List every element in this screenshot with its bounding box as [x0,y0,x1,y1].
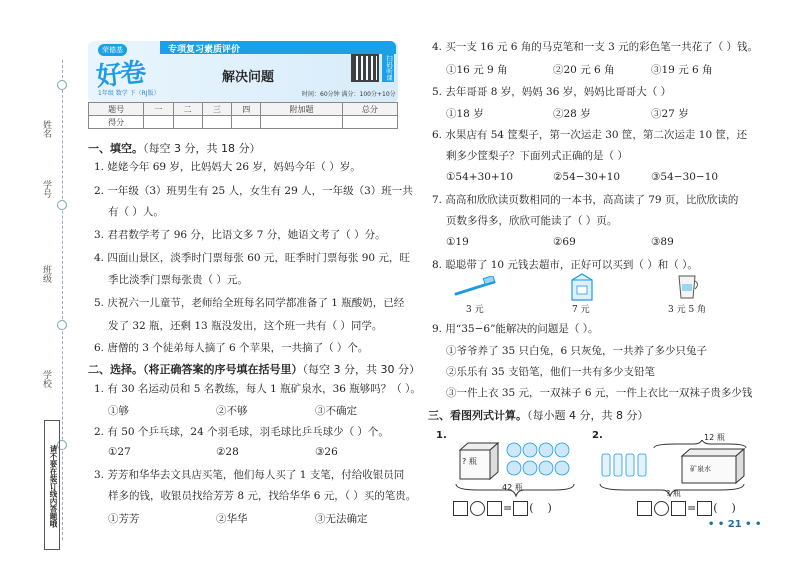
score-table [88,102,398,129]
fill-question-2-cont: 有（ ）人。 [108,206,164,218]
score-header-cell: 附加题 [261,103,342,116]
box-label: ? 瓶 [462,457,477,466]
fill-question-1: 1. 姥姥今年 69 岁，比妈妈大 26 岁，妈妈今年（ ）岁。 [94,161,361,173]
section-title: 三、看图列式计算。 [428,409,527,422]
section-note: （每空 3 分，共 18 分） [143,142,261,155]
choice-option[interactable]: ③不确定 [315,405,357,417]
subject-line: 1年级 数学 下（RJ版） [98,90,160,97]
score-header-cell: 二 [173,103,202,116]
fill-question-4-cont: 季比淡季门票每张贵（ ）元。 [108,274,248,286]
cup-icon [676,272,700,300]
choice-option[interactable]: ③无法确定 [315,513,368,525]
choice-option[interactable]: ②69 [553,236,576,248]
choice-option[interactable]: ③54−30−10 [651,171,719,183]
score-header-cell: 四 [232,103,261,116]
score-header-cell: 题号 [89,103,144,116]
score-header-cell: 三 [202,103,231,116]
fill-question-5: 5. 庆祝六一儿童节，老师给全班每名同学都准备了 1 瓶酸奶，已经 [94,297,405,309]
choice-option[interactable]: ②28 岁 [553,108,591,120]
score-cell[interactable] [261,116,342,129]
fill-question-3: 3. 君君数学考了 96 分，比语文多 7 分，她语文考了（ ）分。 [94,229,386,241]
score-cell[interactable] [232,116,261,129]
page-title: 解决问题 [222,70,275,85]
choice-question-4: 4. 买一支 16 元 6 角的马克笔和一支 3 元的彩色笔一共花了（ ）钱。 [432,41,758,53]
choice-question-9: 9. 用“35−6”能解决的问题是（ ）。 [432,323,599,335]
item-price: 3 元 5 角 [668,305,707,315]
choice-option[interactable]: ①爷爷养了 35 只白兔，6 只灰兔，一共养了多少只兔子 [446,345,708,357]
class-number-label: 学号 [41,180,51,198]
choice-option[interactable]: ①54+30+10 [446,171,514,183]
choice-option[interactable]: ③27 岁 [651,108,689,120]
choice-question-6: 6. 水果店有 54 筐梨子，第一次运走 30 筐，第二次运走 10 筐，还 [432,129,747,141]
choice-option[interactable]: ③89 [651,236,674,248]
time-info: 时间：60分钟 满分：100分+10分 [302,91,396,98]
score-table-header-row [89,103,398,116]
answer-box[interactable] [513,501,528,516]
score-cell[interactable] [144,116,173,129]
answer-box[interactable] [697,501,712,516]
choice-option[interactable]: ③一件上衣 35 元，一双袜子 6 元，一件上衣比一双袜子贵多少钱 [446,387,753,399]
fill-question-2: 2. 一年级（3）班男生有 25 人，女生有 29 人，一年级（3）班一共 [94,185,413,197]
equation-answer-1[interactable]: = ( ) [452,501,552,516]
logo: 好卷 [94,57,146,93]
score-table-row [89,116,398,129]
total-label: 42 瓶 [502,483,523,492]
section-fill-title [88,140,260,156]
choice-option[interactable]: ①芳芳 [108,513,140,525]
binding-hole [57,80,67,90]
section-choice-title [88,361,420,377]
school-label: 学校 [41,370,51,388]
score-cell[interactable] [202,116,231,129]
choice-option[interactable]: ②28 [216,446,239,458]
seal-notice: 请不要在装订线内答题哦 [44,420,60,550]
answer-box[interactable] [487,501,502,516]
answer-box[interactable] [453,501,468,516]
qr-label: 扫码听课 [382,54,394,82]
choice-question-1: 1. 有 30 名运动员和 5 名教练，每人 1 瓶矿泉水，36 瓶够吗？（ ）。 [94,383,421,395]
choice-option[interactable]: ②华华 [216,513,248,525]
picture-number: 2. [592,430,603,441]
brand-chip: 荣德基 [98,44,127,56]
choice-question-3-cont: 样多的钱，收银员找给芳芳 8 元，找给华华 6 元，（ ）买的笔贵。 [108,490,417,502]
choice-question-5: 5. 去年哥哥 8 岁，妈妈 36 岁，妈妈比哥哥大（ ） [432,86,672,98]
choice-option[interactable]: ①够 [108,405,129,417]
answer-box[interactable] [637,501,652,516]
choice-question-8: 8. 聪聪带了 10 元钱去超市，正好可以买到（ ）和（ ）。 [432,259,698,271]
choice-question-3: 3. 芳芳和华华去文具店买笔，他们每人买了 1 支笔，付给收银员同 [94,469,405,481]
section-picture-title [428,407,648,423]
binding-hole [57,320,67,330]
section-title: 二、选择。（将正确答案的序号填在括号里） [88,363,303,376]
score-header-cell: 一 [144,103,173,116]
choice-option[interactable]: ②不够 [216,405,248,417]
choice-question-7-cont: 页数多得多，欣欣可能读了（ ）页。 [446,215,618,227]
total-label: ? 瓶 [666,489,681,498]
fill-question-4: 4. 四面山景区，淡季时门票每张 60 元，旺季时门票每张 90 元，旺 [94,252,410,264]
choice-option[interactable]: ①19 [446,236,469,248]
operator-circle[interactable] [470,501,485,516]
choice-question-2: 2. 有 50 个乒乓球，24 个羽毛球，羽毛球比乒乓球少（ ）个。 [94,426,389,438]
answer-box[interactable] [671,501,686,516]
binding-hole [57,200,67,210]
qr-code-icon[interactable] [351,54,379,82]
choice-option[interactable]: ①16 元 9 角 [446,64,508,76]
box-label: 矿泉水 [690,465,711,473]
item-price: 3 元 [466,305,484,315]
binding-line [62,60,63,540]
choice-option[interactable]: ②20 元 6 角 [553,64,615,76]
choice-question-7: 7. 高高和欣欣读页数相同的一本书，高高读了 79 页，比欣欣读的 [432,194,739,206]
review-tag: 专项复习素质评价 [168,45,241,55]
section-note: （每空 3 分，共 30 分） [302,363,420,376]
score-row-label: 得分 [89,116,144,129]
grade-label: 班级 [41,265,51,283]
picture-number: 1. [436,430,447,441]
toothbrush-icon [450,276,500,298]
top-label: 12 瓶 [704,433,725,442]
choice-option[interactable]: ③19 元 6 角 [651,64,713,76]
fill-question-5-cont: 发了 32 瓶，还剩 13 瓶没发出，这个班一共有（ ）同学。 [108,320,383,332]
choice-option[interactable]: ②乐乐有 35 支铅笔，他们一共有多少支铅笔 [446,366,656,378]
score-cell[interactable] [173,116,202,129]
operator-circle[interactable] [654,501,669,516]
section-note: （每小题 4 分，共 8 分） [527,409,649,422]
choice-option[interactable]: ②54−30+10 [553,171,621,183]
page-number: • • 21 • • [708,519,762,530]
choice-option[interactable]: ③26 [315,446,338,458]
name-label: 姓名 [41,120,51,138]
page-number-value: 21 [727,519,742,530]
milk-carton-icon [568,272,596,302]
choice-question-6-cont: 剩多少筐梨子？下面列式正确的是（ ） [446,150,628,162]
item-price: 7 元 [572,305,590,315]
score-cell[interactable] [342,116,397,129]
equation-answer-2[interactable]: = ( ) [636,501,736,516]
choice-option[interactable]: ①18 岁 [446,108,484,120]
score-header-cell: 总分 [342,103,397,116]
fill-question-6: 6. 唐僧的 3 个徒弟每人摘了 6 个苹果，一共摘了（ ）个。 [94,342,369,354]
section-title: 一、填空。 [88,142,143,155]
choice-option[interactable]: ①27 [108,446,131,458]
